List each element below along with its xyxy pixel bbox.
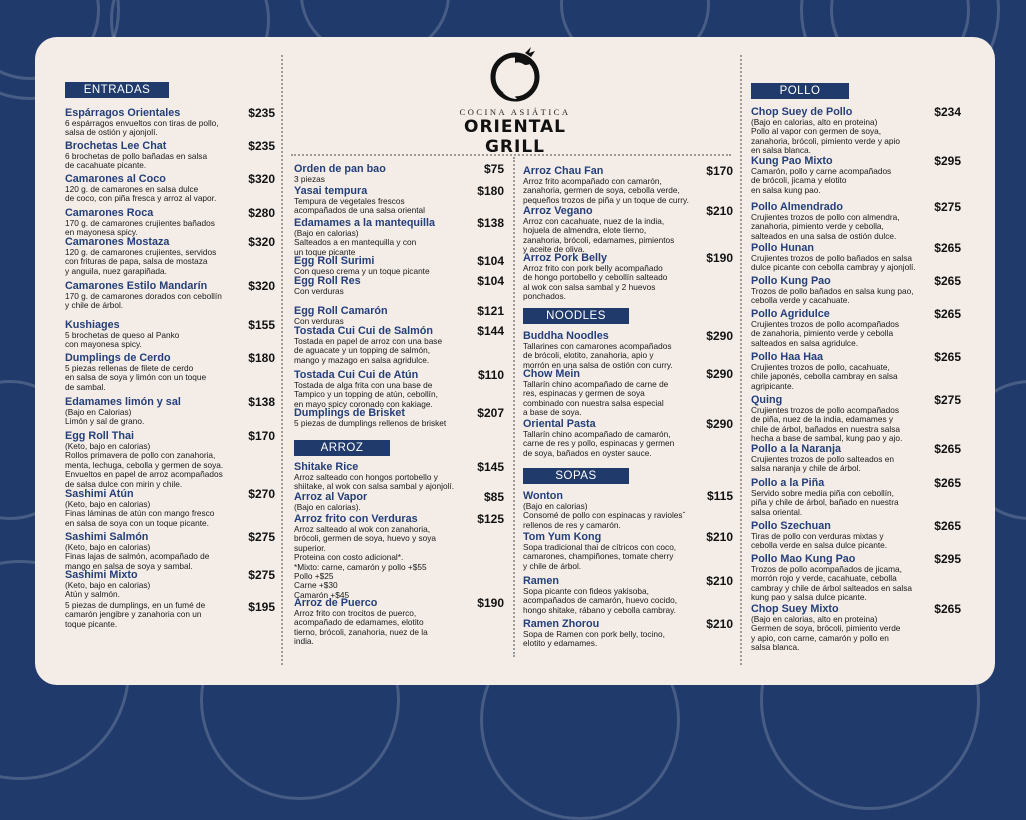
menu-item (65, 319, 275, 350)
menu-item-price: $280 (248, 206, 275, 220)
menu-item-name: Ramen Zhorou (523, 618, 600, 630)
menu-item-price: $195 (248, 600, 275, 614)
menu-item-description: (Bajo en calorias, alto en proteina) Pollo al vapor con germen de soya, zanahoria, brócoli, pimiento verde y apio en salsa blanca. (751, 117, 900, 156)
menu-item-name: Sashimi Atún (65, 488, 134, 500)
restaurant-logo (435, 45, 595, 157)
menu-item-description: Tostada en papel de arroz con una base de aguacate y un topping de salmón, mango y mazago en salsa agridulce. (294, 336, 443, 365)
menu-item-name: Egg Roll Res (294, 275, 361, 287)
brand-subtitle: COCINA ASIÁTICA (459, 107, 571, 117)
menu-item-price: $210 (706, 204, 733, 218)
menu-item (751, 201, 961, 241)
menu-item (523, 575, 733, 615)
menu-item-price: $180 (248, 351, 275, 365)
menu-item-name: Dumplings de Brisket (294, 407, 405, 419)
menu-item (294, 369, 504, 409)
menu-item-name: Sashimi Mixto (65, 569, 138, 581)
menu-item-description: Arroz con cacahuate, nuez de la india, hojuela de almendra, elote tierno, zanahoria, brócoli, edamames, pimientos y aceite de oliva. (523, 216, 675, 255)
menu-item (65, 236, 275, 276)
menu-item-description: Camarón, pollo y carne acompañados de brócoli, jicama y elotito en salsa kung pao. (751, 166, 892, 195)
menu-item-price: $104 (477, 274, 504, 288)
menu-item-description: Con verduras (294, 316, 344, 326)
menu-item-price: $190 (706, 251, 733, 265)
menu-item (294, 325, 504, 365)
category-header-noodles: NOODLES (523, 308, 629, 324)
menu-item-price: $138 (248, 395, 275, 409)
menu-item-description: 3 piezas (294, 174, 325, 184)
menu-item (65, 352, 275, 392)
menu-item-price: $265 (934, 350, 961, 364)
menu-item-price: $210 (706, 530, 733, 544)
menu-item (751, 477, 961, 517)
menu-item-name: Pollo Agridulce (751, 308, 830, 320)
menu-item-name: Kushiages (65, 319, 120, 331)
menu-item-description: Arroz frito con trocitos de puerco, acompañado de edamames, elotito tierno, brócoli, zanahoria, nuez de la india. (294, 608, 428, 647)
menu-item-price: $110 (477, 368, 504, 382)
menu-item-name: Edamames a la mantequilla (294, 217, 436, 229)
menu-item-name: Pollo Almendrado (751, 201, 843, 213)
menu-item-price: $290 (706, 417, 733, 431)
menu-item-name: Arroz Vegano (523, 205, 593, 217)
menu-item-name: Arroz al Vapor (294, 491, 368, 503)
menu-item-description: Tallarín chino acompañado de camarón, carne de res y pollo, espinacas y germen de soya, bañados en oyster sauce. (523, 429, 675, 458)
menu-item (751, 242, 961, 273)
menu-item-description: Tallarines con camarones acompañados de brócoli, elotito, zanahoria, apio y morrón en una salsa de ostión con curry. (523, 341, 673, 370)
menu-item-price: $295 (934, 154, 961, 168)
menu-item-name: Buddha Noodles (523, 330, 609, 342)
menu-item (523, 618, 733, 649)
menu-item-name: Tom Yum Kong (523, 531, 602, 543)
menu-item-name: Yasai tempura (294, 185, 368, 197)
menu-item-name: Sashimi Salmón (65, 531, 149, 543)
menu-item-name: Shitake Rice (294, 461, 359, 473)
menu-item-name: Egg Roll Thai (65, 430, 134, 442)
menu-item-name: Egg Roll Surimi (294, 255, 375, 267)
menu-item-description: Arroz salteado con hongos portobello y shiitake, al wok con salsa sambal y ajonjolí. (294, 472, 455, 492)
menu-item-price: $290 (706, 329, 733, 343)
menu-item-description: 5 piezas de dumplings rellenos de brisket (294, 418, 447, 428)
menu-item-description: Crujientes trozos de pollo con almendra, zanahoria, pimiento verde y cebolla, salteados en una salsa de ostión dulce. (751, 212, 900, 241)
menu-item-name: Arroz de Puerco (294, 597, 378, 609)
menu-item-price: $180 (477, 184, 504, 198)
menu-item-description: Arroz frito acompañado con camarón, zanahoria, germen de soya, cebolla verde, pequeños trozos de piña y un toque de curry. (523, 176, 689, 205)
menu-item-description: Tostada de alga frita con una base de Tampico y un topping de atún, cebollín, en mayo spicy coronado con kakiage. (294, 380, 438, 409)
menu-item-name: Arroz Chau Fan (523, 165, 604, 177)
menu-item (294, 185, 504, 216)
menu-item-description: Tiras de pollo con verduras mixtas y cebolla verde en salsa dulce picante. (751, 531, 888, 551)
menu-item-name: Kung Pao Mixto (751, 155, 833, 167)
menu-item (294, 407, 504, 428)
menu-item (523, 531, 733, 571)
menu-item-description: Crujientes trozos de pollo acompañados de piña, nuez de la india, edamames y chile de árbol, bañados en nuestra salsa hecha a base de sambal, kung pao y ajo. (751, 405, 903, 444)
menu-item-description: Con verduras (294, 286, 344, 296)
menu-item-price: $320 (248, 279, 275, 293)
menu-item-price: $85 (483, 490, 504, 504)
menu-item-description: Servido sobre media piña con cebollín, piña y chile de árbol, bañado en nuestra salsa oriental. (751, 488, 899, 517)
menu-item-name: Pollo Haa Haa (751, 351, 824, 363)
menu-item-name: Wonton (523, 490, 563, 502)
menu-item-price: $210 (706, 574, 733, 588)
menu-item (65, 601, 275, 629)
menu-item-price: $275 (934, 200, 961, 214)
menu-item-price: $125 (477, 512, 504, 526)
menu-item-description: 120 g. de camarones en salsa dulce de coco, con piña fresca y arroz al vapor. (65, 184, 217, 204)
menu-item (294, 275, 504, 296)
menu-item-name: Quing (751, 394, 783, 406)
menu-item-description: Tempura de vegetales frescos acompañados de una salsa oriental (294, 196, 425, 216)
menu-item (294, 255, 504, 276)
menu-item (751, 603, 961, 653)
menu-item (65, 396, 275, 427)
menu-item (751, 155, 961, 195)
menu-item (523, 330, 733, 370)
menu-item-description: 6 espárragos envueltos con tiras de pollo, salsa de ostión y ajonjolí. (65, 118, 219, 138)
menu-item-description: (Bajo en calorias) Salteados a en mantequilla y con un toque picante (294, 228, 417, 257)
menu-item (751, 394, 961, 444)
menu-item-description: (Keto, bajo en calorias) Finas lajas de salmón, acompañado de mango en salsa de soya y sambal. (65, 542, 210, 571)
menu-item-description: Arroz salteado al wok con zanahoria, brócoli, germen de soya, huevo y soya superior. Proteina con costo adicional*. *Mixto: carne, camarón y pollo +$55 Pollo +$25 Carne +$30 Camarón +$45 (294, 524, 437, 600)
menu-item (523, 418, 733, 458)
menu-item-description: 6 brochetas de pollo bañadas en salsa de cacahuate picante. (65, 151, 208, 171)
menu-item-price: $275 (934, 393, 961, 407)
menu-item-name: Chop Suey de Pollo (751, 106, 853, 118)
menu-item-price: $320 (248, 172, 275, 186)
category-header-sopas: SOPAS (523, 468, 629, 484)
menu-item-name: Pollo Hunan (751, 242, 814, 254)
menu-item-name: Pollo Kung Pao (751, 275, 831, 287)
menu-item-price: $155 (248, 318, 275, 332)
menu-item (294, 461, 504, 492)
menu-item-name: Camarones Mostaza (65, 236, 170, 248)
menu-item (65, 569, 275, 600)
menu-item-description: Sopa picante con fideos yakisoba, acompañados de camarón, huevo cocido, hongo shitake, rábano y cebolla cambray. (523, 586, 678, 615)
menu-item-name: Pollo a la Piña (751, 477, 825, 489)
menu-item (294, 163, 504, 184)
menu-item (65, 531, 275, 571)
menu-item (751, 275, 961, 306)
menu-item-price: $207 (477, 406, 504, 420)
menu-item (65, 207, 275, 238)
menu-item (523, 165, 733, 205)
menu-item-name: Chop Suey Mixto (751, 603, 839, 615)
menu-item-name: Pollo Szechuan (751, 520, 831, 532)
menu-item-price: $265 (934, 307, 961, 321)
menu-item (294, 597, 504, 647)
menu-item-description: (Bajo en calorias, alto en proteina) Germen de soya, brócoli, pimiento verde y apio, con carne, camarón y pollo en salsa blanca. (751, 614, 901, 653)
menu-item-price: $75 (483, 162, 504, 176)
menu-item (523, 368, 733, 418)
menu-item-price: $104 (477, 254, 504, 268)
menu-item-description: 5 piezas de dumplings, en un fumé de camarón jengibre y zanahoria con un toque picante. (65, 600, 206, 629)
menu-item-description: 120 g. de camarones crujientes, servidos con frituras de papa, salsa de mostaza y anguila, nuez garapiñada. (65, 247, 217, 276)
menu-item-description: (Bajo en Calorias) Limón y sal de grano. (65, 407, 145, 427)
menu-item-price: $265 (934, 241, 961, 255)
dragon-circle-logo (489, 45, 541, 105)
menu-item-name: Camarones Estilo Mandarín (65, 280, 208, 292)
menu-item-name: Arroz Pork Belly (523, 252, 608, 264)
menu-item (523, 490, 733, 530)
menu-item (65, 140, 275, 171)
menu-item-description: Crujientes trozos de pollo bañados en salsa dulce picante con cebolla cambray y ajonjolí. (751, 253, 916, 273)
menu-item-description: Crujientes trozos de pollo acompañados de zanahoria, pimiento verde y cebolla salteados en salsa agridulce. (751, 319, 900, 348)
menu-card (35, 37, 995, 685)
menu-item-name: Pollo a la Naranja (751, 443, 842, 455)
menu-item-name: Pollo Mao Kung Pao (751, 553, 856, 565)
menu-item-price: $265 (934, 274, 961, 288)
menu-item (65, 173, 275, 204)
menu-item-description: 5 piezas rellenas de filete de cerdo en salsa de soya y limón con un toque de sambal. (65, 363, 207, 392)
menu-item-price: $144 (477, 324, 504, 338)
menu-item-description: Tallarín chino acompañado de carne de res, espinacas y germen de soya combinado con nuestra salsa especial a base de soya. (523, 379, 669, 418)
menu-item-name: Espárragos Orientales (65, 107, 181, 119)
menu-item-description: 170 g. de camarones crujientes bañados en mayonesa spicy. (65, 218, 215, 238)
menu-item (751, 351, 961, 391)
menu-item-description: (Bajo en calorias) Consomé de pollo con espinacas y raviolesˇ rellenos de res y camarón. (523, 501, 686, 530)
menu-item (294, 491, 504, 512)
menu-item-price: $265 (934, 442, 961, 456)
menu-item-price: $275 (248, 530, 275, 544)
menu-item-description: (Bajo en calorias). (294, 502, 361, 512)
menu-item (751, 308, 961, 348)
menu-item-price: $138 (477, 216, 504, 230)
menu-item-description: (Keto, bajo en calorias) Finas láminas de atún con mango fresco en salsa de soya con un toque picante. (65, 499, 215, 528)
menu-item-price: $115 (706, 489, 733, 503)
menu-item (294, 305, 504, 326)
menu-item-name: Edamames limón y sal (65, 396, 181, 408)
menu-item-name: Arroz frito con Verduras (294, 513, 418, 525)
menu-item-price: $265 (934, 476, 961, 490)
menu-item-description: Trozos de pollo acompañados de jicama, morrón rojo y verde, cacahuate, cebolla cambray y chile de árbol salteados en salsa kung pao y salsa dulce picante. (751, 564, 912, 603)
menu-item (65, 280, 275, 311)
menu-item-price: $170 (706, 164, 733, 178)
menu-item (523, 252, 733, 302)
menu-item-price: $295 (934, 552, 961, 566)
menu-item-description: (Keto, bajo en calorias) Rollos primavera de pollo con zanahoria, menta, lechuga, cebolla y germen de soya. Envueltos en papel de arroz acompañados de salsa dulce con mirin y chile. (65, 441, 224, 489)
menu-item (65, 430, 275, 489)
menu-item-description: Sopa de Ramen con pork belly, tocino, elotito y edamames. (523, 629, 665, 649)
menu-item (65, 488, 275, 528)
menu-item-price: $320 (248, 235, 275, 249)
menu-item-description: (Keto, bajo en calorias) Atún y salmón. (65, 580, 151, 600)
column-divider (740, 55, 742, 665)
menu-item-description: Arroz frito con pork belly acompañado de hongo portobello y cebollín salteado al wok con salsa sambal y 2 huevos ponchados. (523, 263, 668, 302)
menu-item-price: $270 (248, 487, 275, 501)
menu-item-price: $265 (934, 602, 961, 616)
menu-item (751, 553, 961, 603)
menu-item-price: $145 (477, 460, 504, 474)
menu-item-name: Tostada Cui Cui de Atún (294, 369, 419, 381)
menu-item (751, 520, 961, 551)
menu-item-description: Crujientes trozos de pollo, cacahuate, chile japonés, cebolla cambray en salsa agripicante. (751, 362, 898, 391)
column-divider (281, 55, 283, 665)
menu-item-name: Chow Mein (523, 368, 580, 380)
menu-item-price: $275 (248, 568, 275, 582)
menu-item (294, 513, 504, 600)
category-header-pollo: POLLO (751, 83, 849, 99)
menu-item-price: $121 (477, 304, 504, 318)
category-header-arroz: ARROZ (294, 440, 390, 456)
menu-item-description: 5 brochetas de queso al Panko con mayonesa spicy. (65, 330, 180, 350)
menu-item-price: $235 (248, 139, 275, 153)
menu-item-description: Crujientes trozos de pollo salteados en salsa naranja y chile de árbol. (751, 454, 894, 474)
menu-item-name: Ramen (523, 575, 560, 587)
menu-item (751, 106, 961, 156)
menu-item-name: Orden de pan bao (294, 163, 386, 175)
menu-item (294, 217, 504, 257)
menu-item-price: $235 (248, 106, 275, 120)
menu-item (65, 107, 275, 138)
menu-item (751, 443, 961, 474)
menu-item-name: Tostada Cui Cui de Salmón (294, 325, 433, 337)
column-divider (513, 157, 515, 657)
menu-item-name: Camarones al Coco (65, 173, 166, 185)
menu-item-name: Dumplings de Cerdo (65, 352, 171, 364)
menu-item (523, 205, 733, 255)
menu-item-price: $190 (477, 596, 504, 610)
menu-item-price: $265 (934, 519, 961, 533)
menu-item-name: Oriental Pasta (523, 418, 596, 430)
menu-item-price: $210 (706, 617, 733, 631)
menu-item-price: $234 (934, 105, 961, 119)
category-header-entradas: ENTRADAS (65, 82, 169, 98)
menu-item-name: Camarones Roca (65, 207, 154, 219)
menu-item-description: Trozos de pollo bañados en salsa kung pao, cebolla verde y cacahuate. (751, 286, 914, 306)
brand-name: ORIENTAL GRILL (464, 117, 566, 157)
menu-item-price: $290 (706, 367, 733, 381)
menu-item-name: Egg Roll Camarón (294, 305, 388, 317)
menu-item-name: Brochetas Lee Chat (65, 140, 167, 152)
menu-item-description: Con queso crema y un toque picante (294, 266, 430, 276)
menu-item-description: Sopa tradicional thai de cítricos con coco, camarones, champiñones, tomate cherry y chile de árbol. (523, 542, 677, 571)
menu-item-description: 170 g. de camarones dorados con cebollín y chile de árbol. (65, 291, 222, 311)
menu-item-price: $170 (248, 429, 275, 443)
